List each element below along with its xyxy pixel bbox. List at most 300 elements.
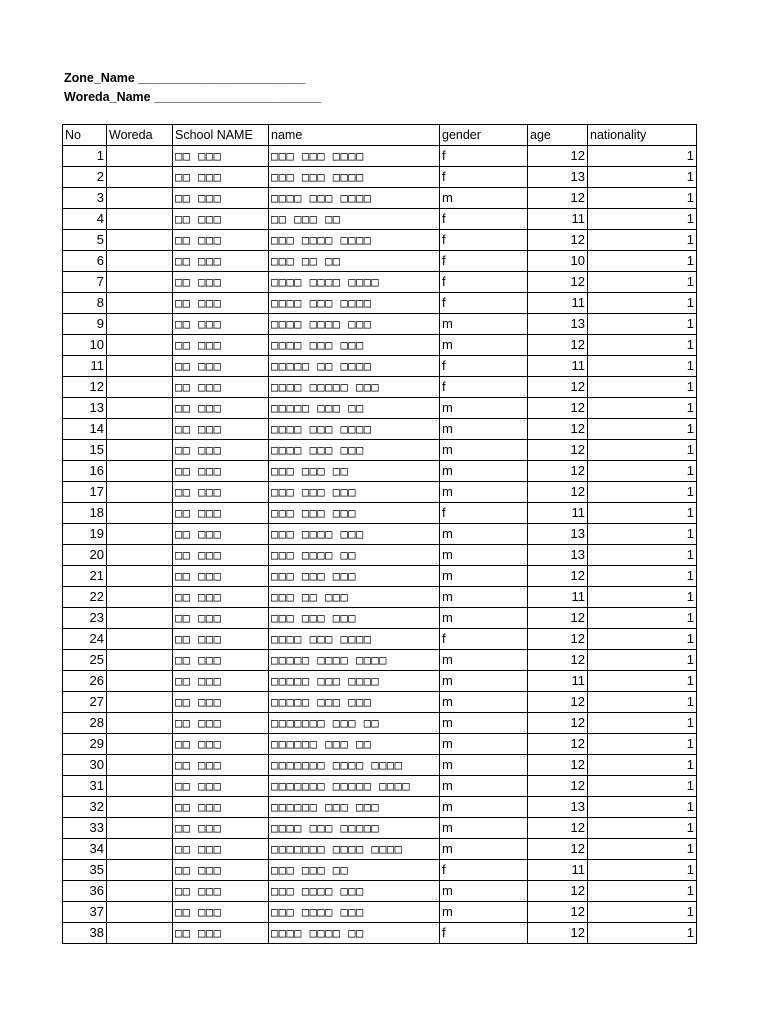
cell-gender: m — [440, 692, 528, 713]
table-row — [63, 503, 697, 524]
cell-age: 12 — [528, 230, 588, 251]
cell-woreda — [107, 650, 173, 671]
table-row — [63, 272, 697, 293]
cell-gender: f — [440, 251, 528, 272]
cell-nationality: 1 — [588, 692, 697, 713]
cell-woreda — [107, 818, 173, 839]
cell-name: □□□ □□□ □□□□ — [269, 167, 440, 188]
cell-school-name: □□ □□□ — [173, 881, 269, 902]
cell-school-name: □□ □□□ — [173, 713, 269, 734]
cell-gender: m — [440, 461, 528, 482]
cell-school-name: □□ □□□ — [173, 356, 269, 377]
cell-nationality: 1 — [588, 272, 697, 293]
cell-no: 12 — [63, 377, 107, 398]
table-row — [63, 293, 697, 314]
cell-gender: f — [440, 230, 528, 251]
cell-age: 12 — [528, 902, 588, 923]
table-row — [63, 524, 697, 545]
cell-name: □□□□ □□□□ □□□□ — [269, 272, 440, 293]
cell-age: 12 — [528, 398, 588, 419]
cell-age: 13 — [528, 545, 588, 566]
cell-woreda — [107, 251, 173, 272]
cell-name: □□□□□ □□ □□□□ — [269, 356, 440, 377]
cell-no: 19 — [63, 524, 107, 545]
cell-name: □□□□ □□□ □□□□ — [269, 419, 440, 440]
cell-nationality: 1 — [588, 818, 697, 839]
cell-age: 13 — [528, 314, 588, 335]
table-row — [63, 797, 697, 818]
cell-school-name: □□ □□□ — [173, 503, 269, 524]
cell-gender: m — [440, 398, 528, 419]
cell-school-name: □□ □□□ — [173, 755, 269, 776]
cell-school-name: □□ □□□ — [173, 188, 269, 209]
cell-nationality: 1 — [588, 923, 697, 944]
cell-woreda — [107, 713, 173, 734]
table-row — [63, 671, 697, 692]
cell-school-name: □□ □□□ — [173, 860, 269, 881]
cell-name: □□□ □□□ □□□ — [269, 482, 440, 503]
table-row — [63, 755, 697, 776]
cell-school-name: □□ □□□ — [173, 314, 269, 335]
cell-gender: m — [440, 587, 528, 608]
cell-gender: f — [440, 923, 528, 944]
cell-woreda — [107, 566, 173, 587]
table-row — [63, 713, 697, 734]
cell-gender: m — [440, 797, 528, 818]
table-row — [63, 629, 697, 650]
cell-no: 26 — [63, 671, 107, 692]
cell-school-name: □□ □□□ — [173, 251, 269, 272]
cell-nationality: 1 — [588, 482, 697, 503]
cell-school-name: □□ □□□ — [173, 923, 269, 944]
table-row — [63, 923, 697, 944]
cell-school-name: □□ □□□ — [173, 524, 269, 545]
cell-nationality: 1 — [588, 146, 697, 167]
cell-gender: f — [440, 209, 528, 230]
cell-name: □□□□□ □□□ □□□ — [269, 692, 440, 713]
cell-age: 12 — [528, 692, 588, 713]
student-roster-table — [62, 124, 697, 944]
cell-school-name: □□ □□□ — [173, 209, 269, 230]
cell-nationality: 1 — [588, 356, 697, 377]
cell-no: 31 — [63, 776, 107, 797]
cell-age: 12 — [528, 713, 588, 734]
cell-school-name: □□ □□□ — [173, 377, 269, 398]
cell-age: 11 — [528, 356, 588, 377]
cell-woreda — [107, 734, 173, 755]
cell-no: 18 — [63, 503, 107, 524]
cell-no: 38 — [63, 923, 107, 944]
cell-no: 4 — [63, 209, 107, 230]
table-row — [63, 314, 697, 335]
cell-woreda — [107, 545, 173, 566]
table-row — [63, 482, 697, 503]
cell-gender: m — [440, 545, 528, 566]
cell-name: □□□ □□□□ □□□□ — [269, 230, 440, 251]
cell-school-name: □□ □□□ — [173, 566, 269, 587]
cell-woreda — [107, 692, 173, 713]
cell-gender: f — [440, 356, 528, 377]
cell-no: 27 — [63, 692, 107, 713]
table-row — [63, 692, 697, 713]
cell-nationality: 1 — [588, 755, 697, 776]
cell-no: 13 — [63, 398, 107, 419]
cell-woreda — [107, 335, 173, 356]
cell-woreda — [107, 314, 173, 335]
cell-gender: m — [440, 671, 528, 692]
column-header-age: age — [528, 125, 588, 146]
cell-name: □□□ □□□ □□ — [269, 461, 440, 482]
cell-age: 12 — [528, 482, 588, 503]
cell-nationality: 1 — [588, 209, 697, 230]
table-row — [63, 461, 697, 482]
cell-gender: f — [440, 146, 528, 167]
cell-school-name: □□ □□□ — [173, 629, 269, 650]
cell-gender: m — [440, 188, 528, 209]
table-row — [63, 545, 697, 566]
cell-nationality: 1 — [588, 524, 697, 545]
table-row — [63, 335, 697, 356]
cell-age: 12 — [528, 923, 588, 944]
table-row — [63, 881, 697, 902]
cell-gender: m — [440, 314, 528, 335]
cell-age: 12 — [528, 776, 588, 797]
table-row — [63, 146, 697, 167]
cell-gender: m — [440, 419, 528, 440]
cell-gender: m — [440, 482, 528, 503]
cell-age: 12 — [528, 440, 588, 461]
cell-name: □□□□ □□□ □□□□□ — [269, 818, 440, 839]
cell-nationality: 1 — [588, 629, 697, 650]
table-row — [63, 818, 697, 839]
cell-school-name: □□ □□□ — [173, 650, 269, 671]
cell-name: □□□ □□□ □□□□ — [269, 146, 440, 167]
table-row — [63, 377, 697, 398]
cell-woreda — [107, 440, 173, 461]
cell-no: 20 — [63, 545, 107, 566]
cell-school-name: □□ □□□ — [173, 545, 269, 566]
cell-woreda — [107, 230, 173, 251]
cell-nationality: 1 — [588, 902, 697, 923]
cell-age: 12 — [528, 818, 588, 839]
cell-school-name: □□ □□□ — [173, 293, 269, 314]
column-header-nationality: nationality — [588, 125, 697, 146]
cell-gender: m — [440, 734, 528, 755]
cell-age: 11 — [528, 671, 588, 692]
cell-woreda — [107, 839, 173, 860]
cell-no: 5 — [63, 230, 107, 251]
cell-name: □□□□□□ □□□ □□ — [269, 734, 440, 755]
cell-nationality: 1 — [588, 881, 697, 902]
cell-name: □□□□□□ □□□ □□□ — [269, 797, 440, 818]
table-row — [63, 398, 697, 419]
cell-name: □□□□ □□□□ □□□ — [269, 314, 440, 335]
cell-gender: m — [440, 650, 528, 671]
cell-nationality: 1 — [588, 734, 697, 755]
cell-nationality: 1 — [588, 839, 697, 860]
cell-woreda — [107, 755, 173, 776]
cell-nationality: 1 — [588, 671, 697, 692]
cell-no: 28 — [63, 713, 107, 734]
table-row — [63, 608, 697, 629]
cell-gender: m — [440, 755, 528, 776]
cell-no: 33 — [63, 818, 107, 839]
cell-school-name: □□ □□□ — [173, 671, 269, 692]
cell-nationality: 1 — [588, 860, 697, 881]
cell-name: □□□ □□ □□ — [269, 251, 440, 272]
table-row — [63, 776, 697, 797]
cell-woreda — [107, 671, 173, 692]
cell-name: □□□□ □□□ □□□□ — [269, 629, 440, 650]
cell-gender: m — [440, 818, 528, 839]
cell-gender: f — [440, 272, 528, 293]
cell-age: 12 — [528, 272, 588, 293]
cell-age: 11 — [528, 587, 588, 608]
cell-gender: m — [440, 566, 528, 587]
table-row — [63, 860, 697, 881]
cell-woreda — [107, 461, 173, 482]
cell-age: 12 — [528, 188, 588, 209]
cell-name: □□□ □□□ □□□ — [269, 566, 440, 587]
cell-woreda — [107, 419, 173, 440]
column-header-woreda: Woreda — [107, 125, 173, 146]
cell-nationality: 1 — [588, 587, 697, 608]
cell-gender: m — [440, 713, 528, 734]
cell-name: □□□□□ □□□ □□□□ — [269, 671, 440, 692]
cell-no: 25 — [63, 650, 107, 671]
cell-age: 12 — [528, 335, 588, 356]
cell-woreda — [107, 293, 173, 314]
cell-no: 37 — [63, 902, 107, 923]
cell-age: 12 — [528, 608, 588, 629]
cell-no: 17 — [63, 482, 107, 503]
cell-school-name: □□ □□□ — [173, 146, 269, 167]
cell-school-name: □□ □□□ — [173, 440, 269, 461]
cell-nationality: 1 — [588, 797, 697, 818]
cell-name: □□□ □□□□ □□□ — [269, 902, 440, 923]
cell-name: □□□□□ □□□□ □□□□ — [269, 650, 440, 671]
cell-age: 12 — [528, 755, 588, 776]
cell-name: □□□ □□□ □□ — [269, 860, 440, 881]
cell-nationality: 1 — [588, 776, 697, 797]
cell-gender: m — [440, 902, 528, 923]
cell-gender: f — [440, 860, 528, 881]
cell-nationality: 1 — [588, 251, 697, 272]
cell-name: □□□ □□ □□□ — [269, 587, 440, 608]
cell-school-name: □□ □□□ — [173, 608, 269, 629]
cell-age: 10 — [528, 251, 588, 272]
cell-no: 24 — [63, 629, 107, 650]
cell-school-name: □□ □□□ — [173, 272, 269, 293]
cell-woreda — [107, 524, 173, 545]
cell-no: 6 — [63, 251, 107, 272]
cell-no: 35 — [63, 860, 107, 881]
form-header — [64, 69, 321, 107]
cell-no: 11 — [63, 356, 107, 377]
cell-age: 12 — [528, 146, 588, 167]
cell-woreda — [107, 209, 173, 230]
cell-nationality: 1 — [588, 314, 697, 335]
cell-no: 1 — [63, 146, 107, 167]
cell-nationality: 1 — [588, 230, 697, 251]
cell-age: 12 — [528, 419, 588, 440]
cell-name: □□□ □□□□ □□ — [269, 545, 440, 566]
table-header-row — [63, 125, 697, 146]
cell-no: 22 — [63, 587, 107, 608]
table-row — [63, 566, 697, 587]
cell-name: □□□□ □□□□ □□ — [269, 923, 440, 944]
cell-nationality: 1 — [588, 419, 697, 440]
cell-name: □□□ □□□ □□□ — [269, 503, 440, 524]
cell-nationality: 1 — [588, 167, 697, 188]
table-row — [63, 902, 697, 923]
cell-woreda — [107, 272, 173, 293]
cell-name: □□□□□ □□□ □□ — [269, 398, 440, 419]
cell-woreda — [107, 587, 173, 608]
cell-woreda — [107, 776, 173, 797]
cell-school-name: □□ □□□ — [173, 839, 269, 860]
cell-no: 10 — [63, 335, 107, 356]
woreda-name-line: Woreda_Name ________________________ — [64, 90, 321, 104]
cell-nationality: 1 — [588, 335, 697, 356]
cell-nationality: 1 — [588, 377, 697, 398]
cell-age: 12 — [528, 461, 588, 482]
cell-no: 15 — [63, 440, 107, 461]
cell-school-name: □□ □□□ — [173, 398, 269, 419]
cell-woreda — [107, 797, 173, 818]
table-row — [63, 650, 697, 671]
cell-woreda — [107, 356, 173, 377]
cell-school-name: □□ □□□ — [173, 335, 269, 356]
cell-no: 36 — [63, 881, 107, 902]
table-row — [63, 251, 697, 272]
cell-nationality: 1 — [588, 566, 697, 587]
cell-age: 12 — [528, 734, 588, 755]
cell-age: 12 — [528, 566, 588, 587]
cell-woreda — [107, 503, 173, 524]
cell-no: 16 — [63, 461, 107, 482]
table-row — [63, 419, 697, 440]
cell-no: 14 — [63, 419, 107, 440]
column-header-name: name — [269, 125, 440, 146]
table-row — [63, 167, 697, 188]
cell-no: 2 — [63, 167, 107, 188]
cell-no: 32 — [63, 797, 107, 818]
cell-name: □□□□□□□ □□□□□ □□□□ — [269, 776, 440, 797]
cell-woreda — [107, 398, 173, 419]
cell-woreda — [107, 881, 173, 902]
cell-age: 13 — [528, 167, 588, 188]
cell-age: 12 — [528, 377, 588, 398]
cell-name: □□□□□□□ □□□ □□ — [269, 713, 440, 734]
cell-school-name: □□ □□□ — [173, 734, 269, 755]
table-body — [63, 146, 697, 944]
cell-no: 29 — [63, 734, 107, 755]
cell-age: 12 — [528, 881, 588, 902]
cell-name: □□ □□□ □□ — [269, 209, 440, 230]
cell-nationality: 1 — [588, 398, 697, 419]
cell-gender: m — [440, 440, 528, 461]
cell-school-name: □□ □□□ — [173, 797, 269, 818]
cell-school-name: □□ □□□ — [173, 461, 269, 482]
cell-name: □□□□ □□□ □□□ — [269, 440, 440, 461]
cell-woreda — [107, 188, 173, 209]
cell-school-name: □□ □□□ — [173, 776, 269, 797]
cell-nationality: 1 — [588, 188, 697, 209]
cell-woreda — [107, 377, 173, 398]
cell-gender: f — [440, 377, 528, 398]
column-header-gender: gender — [440, 125, 528, 146]
column-header-school-name: School NAME — [173, 125, 269, 146]
cell-school-name: □□ □□□ — [173, 902, 269, 923]
cell-nationality: 1 — [588, 650, 697, 671]
cell-gender: f — [440, 629, 528, 650]
cell-age: 12 — [528, 650, 588, 671]
cell-gender: m — [440, 776, 528, 797]
column-header-no: No — [63, 125, 107, 146]
cell-nationality: 1 — [588, 440, 697, 461]
cell-woreda — [107, 167, 173, 188]
cell-woreda — [107, 629, 173, 650]
cell-no: 30 — [63, 755, 107, 776]
cell-nationality: 1 — [588, 293, 697, 314]
table-row — [63, 839, 697, 860]
cell-no: 23 — [63, 608, 107, 629]
cell-age: 11 — [528, 503, 588, 524]
table-row — [63, 209, 697, 230]
cell-school-name: □□ □□□ — [173, 419, 269, 440]
cell-woreda — [107, 608, 173, 629]
cell-nationality: 1 — [588, 608, 697, 629]
cell-school-name: □□ □□□ — [173, 692, 269, 713]
cell-name: □□□□□□□ □□□□ □□□□ — [269, 755, 440, 776]
cell-gender: m — [440, 524, 528, 545]
cell-nationality: 1 — [588, 545, 697, 566]
cell-age: 11 — [528, 293, 588, 314]
cell-school-name: □□ □□□ — [173, 230, 269, 251]
cell-gender: f — [440, 503, 528, 524]
cell-no: 8 — [63, 293, 107, 314]
cell-gender: f — [440, 167, 528, 188]
cell-gender: m — [440, 335, 528, 356]
table-row — [63, 587, 697, 608]
cell-nationality: 1 — [588, 713, 697, 734]
cell-name: □□□□ □□□□□ □□□ — [269, 377, 440, 398]
cell-name: □□□□ □□□ □□□□ — [269, 188, 440, 209]
cell-school-name: □□ □□□ — [173, 587, 269, 608]
cell-woreda — [107, 902, 173, 923]
cell-no: 34 — [63, 839, 107, 860]
cell-age: 13 — [528, 524, 588, 545]
cell-no: 21 — [63, 566, 107, 587]
cell-name: □□□ □□□□ □□□ — [269, 524, 440, 545]
cell-name: □□□ □□□ □□□ — [269, 608, 440, 629]
cell-name: □□□□ □□□ □□□ — [269, 335, 440, 356]
cell-name: □□□ □□□□ □□□ — [269, 881, 440, 902]
cell-school-name: □□ □□□ — [173, 167, 269, 188]
cell-age: 11 — [528, 860, 588, 881]
cell-gender: f — [440, 293, 528, 314]
cell-woreda — [107, 146, 173, 167]
cell-name: □□□□ □□□ □□□□ — [269, 293, 440, 314]
table-row — [63, 440, 697, 461]
cell-age: 13 — [528, 797, 588, 818]
cell-school-name: □□ □□□ — [173, 482, 269, 503]
table-row — [63, 188, 697, 209]
zone-name-line: Zone_Name ________________________ — [64, 71, 306, 85]
cell-age: 12 — [528, 839, 588, 860]
cell-no: 9 — [63, 314, 107, 335]
